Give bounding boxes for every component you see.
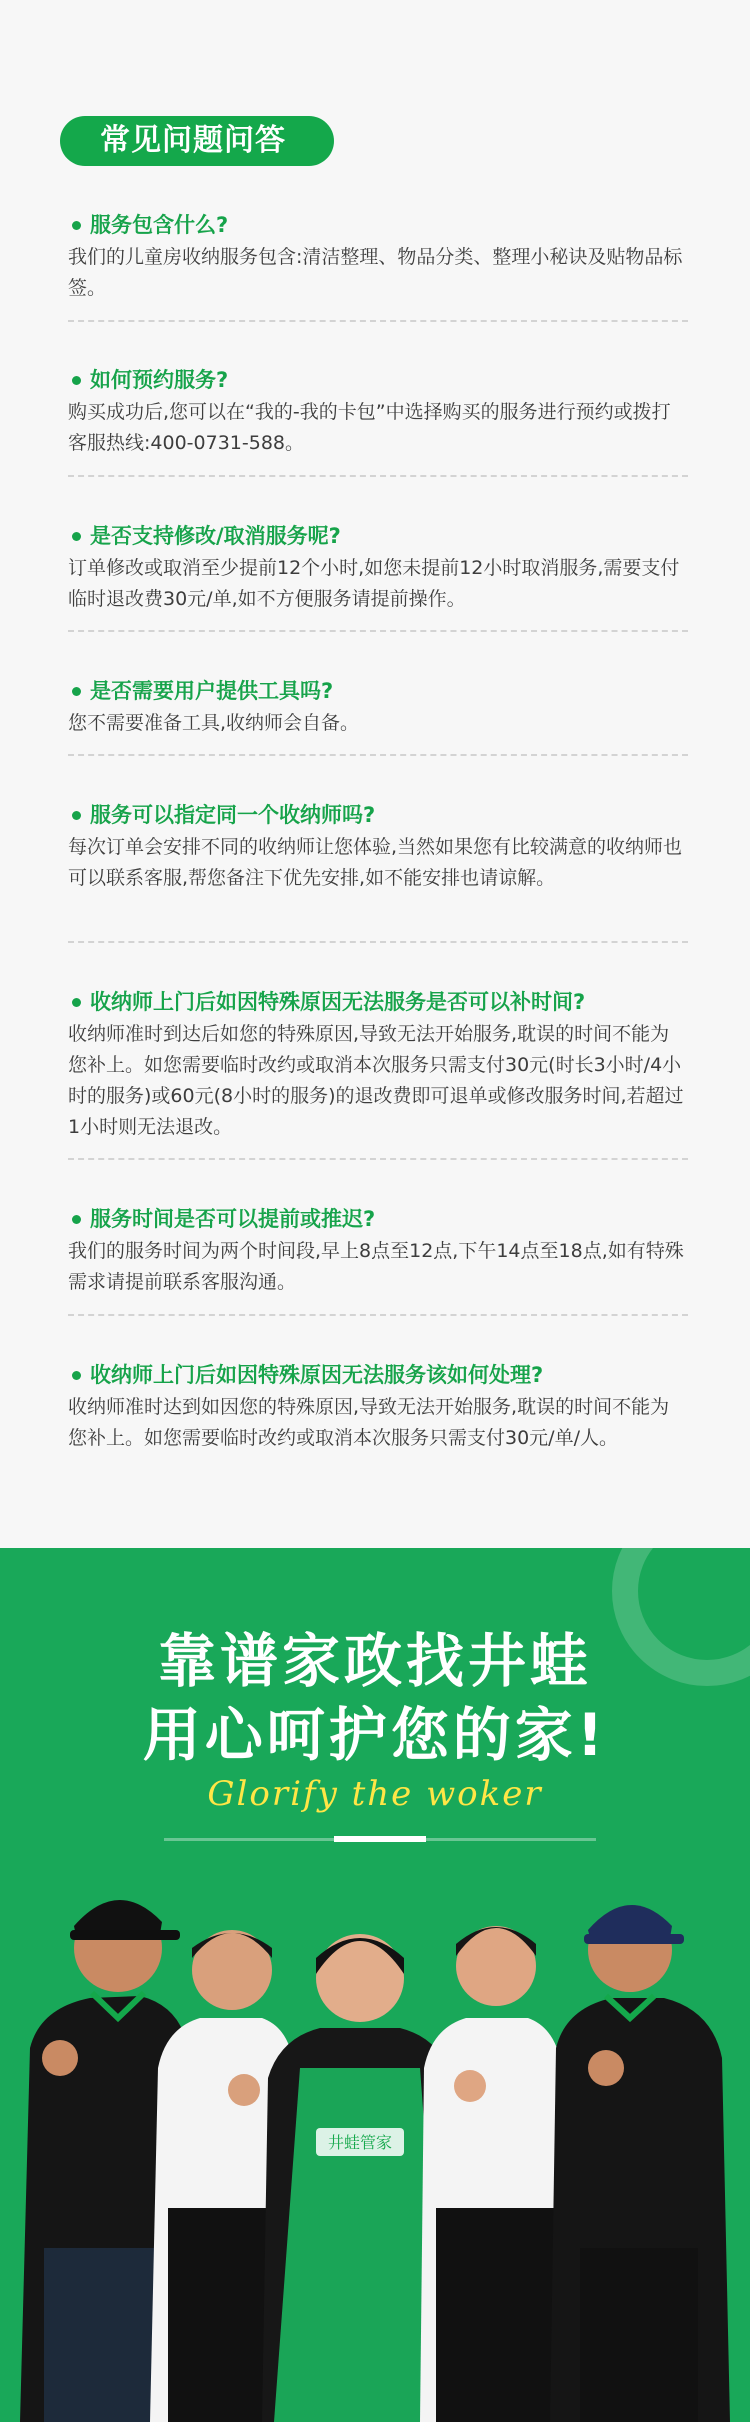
- dashed-divider: [68, 754, 688, 756]
- bullet-icon: [72, 811, 81, 820]
- faq-question: 是否支持修改/取消服务呢?: [68, 521, 688, 551]
- faq-title: 常见问题问答: [60, 116, 334, 166]
- promo-banner: [0, 1548, 750, 2422]
- bullet-icon: [72, 998, 81, 1007]
- faq-item: [68, 1204, 688, 1298]
- faq-question: 是否需要用户提供工具吗?: [68, 676, 688, 706]
- faq-answer: 订单修改或取消至少提前12个小时,如您未提前12小时取消服务,需要支付临时退改费30元/单,如不方便服务请提前操作。: [68, 557, 680, 610]
- banner-headline-1: 靠谱家政找井蛙: [157, 1627, 592, 1695]
- faq-answer: 每次订单会安排不同的收纳师让您体验,当然如果您有比较满意的收纳师也可以联系客服,帮您备注下优先安排,如不能安排也请谅解。: [68, 836, 683, 889]
- faq-item: [68, 1360, 688, 1454]
- banner-slogan: Glorify the woker: [207, 1774, 543, 1814]
- dashed-divider: [68, 320, 688, 322]
- faq-question: 如何预约服务?: [68, 365, 688, 395]
- faq-item: [68, 800, 688, 894]
- faq-question: 服务时间是否可以提前或推迟?: [68, 1204, 688, 1234]
- banner-headline-2: 用心呵护您的家!: [142, 1701, 608, 1769]
- faq-question: 收纳师上门后如因特殊原因无法服务是否可以补时间?: [68, 987, 688, 1017]
- dashed-divider: [68, 1314, 688, 1316]
- faq-item: [68, 987, 688, 1143]
- faq-question: 服务可以指定同一个收纳师吗?: [68, 800, 688, 830]
- bullet-icon: [72, 532, 81, 541]
- faq-item: [68, 365, 688, 459]
- faq-answer: 收纳师准时到达后如您的特殊原因,导致无法开始服务,耽误的时间不能为您补上。如您需要临时改约或取消本次服务只需支付30元(时长3小时/4小时的服务)或60元(8小时的服务)的退改费即可退单或修改服务时间,若超过1小时则无法退改。: [68, 1023, 684, 1138]
- faq-answer: 我们的儿童房收纳服务包含:清洁整理、物品分类、整理小秘诀及贴物品标签。: [68, 246, 683, 299]
- bullet-icon: [72, 1215, 81, 1224]
- faq-item: [68, 521, 688, 615]
- dashed-divider: [68, 630, 688, 632]
- faq-item: [68, 210, 688, 304]
- dashed-divider: [68, 1158, 688, 1160]
- dashed-divider: [68, 475, 688, 477]
- staff-member: [550, 1905, 730, 2422]
- faq-question: 服务包含什么?: [68, 210, 688, 240]
- faq-answer: 我们的服务时间为两个时间段,早上8点至12点,下午14点至18点,如有特殊需求请提前联系客服沟通。: [68, 1240, 684, 1293]
- dashed-divider: [68, 941, 688, 943]
- faq-question: 收纳师上门后如因特殊原因无法服务该如何处理?: [68, 1360, 688, 1390]
- faq-item: [68, 676, 688, 739]
- faq-answer: 购买成功后,您可以在“我的-我的卡包”中选择购买的服务进行预约或拨打客服热线:400-0731-588。: [68, 401, 671, 454]
- staff-member: [420, 1926, 568, 2422]
- bullet-icon: [72, 221, 81, 230]
- team-photo: [0, 1878, 750, 2422]
- bullet-icon: [72, 376, 81, 385]
- apron-logo-text: 井蛙管家: [327, 2135, 393, 2152]
- faq-answer: 收纳师准时达到如因您的特殊原因,导致无法开始服务,耽误的时间不能为您补上。如您需要临时改约或取消本次服务只需支付30元/单/人。: [68, 1396, 670, 1449]
- bullet-icon: [72, 1371, 81, 1380]
- faq-answer: 您不需要准备工具,收纳师会自备。: [68, 712, 360, 734]
- bullet-icon: [72, 687, 81, 696]
- banner-divider-highlight: [334, 1836, 426, 1842]
